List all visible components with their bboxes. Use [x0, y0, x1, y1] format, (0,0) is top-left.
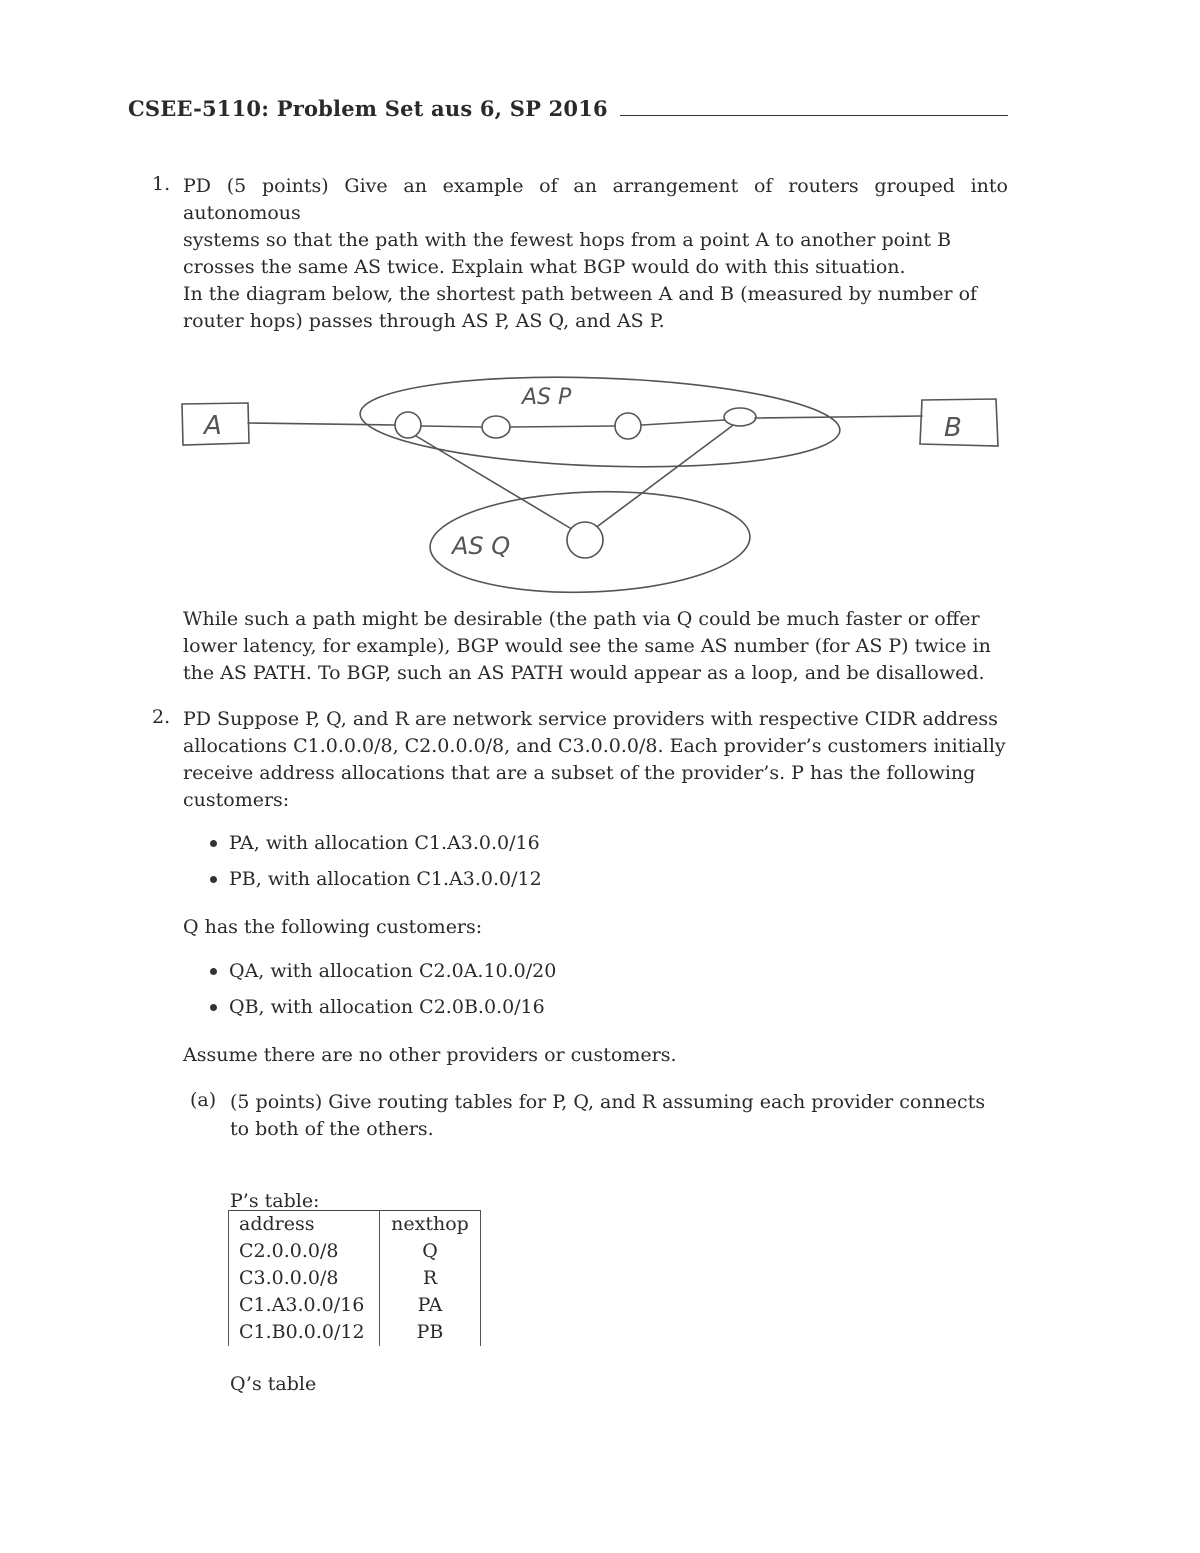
text-line: the AS PATH. To BGP, such an AS PATH would appear as a loop, and be disallowed.	[183, 662, 985, 684]
table-row	[229, 1292, 481, 1319]
as-p-label: AS P	[522, 385, 572, 410]
address-cell: C2.0.0.0/8	[229, 1238, 380, 1265]
problem-1-answer	[183, 281, 1008, 335]
problem-1-number: 1.	[152, 173, 171, 195]
page-header	[128, 96, 1008, 121]
text-line: receive address allocations that are a subset of the provider’s. P has the following	[183, 762, 976, 784]
nexthop-cell: R	[380, 1265, 481, 1292]
p-routing-table	[228, 1210, 481, 1346]
text-line: customers:	[183, 789, 290, 811]
as-q-label: AS Q	[452, 532, 511, 560]
bullet-icon	[210, 968, 217, 975]
bullet-icon	[210, 1004, 217, 1011]
table-header-row	[229, 1211, 481, 1239]
part-a-label: (a)	[190, 1089, 217, 1111]
text-line: PD (5 points) Give an example of an arrangement of routers grouped into autonomous	[183, 175, 1008, 224]
assumption-text: Assume there are no other providers or customers.	[183, 1044, 677, 1066]
text-line: to both of the others.	[230, 1118, 434, 1140]
as-path-diagram	[170, 370, 1020, 610]
address-cell: C3.0.0.0/8	[229, 1265, 380, 1292]
bullet-icon	[210, 840, 217, 847]
nexthop-cell: PB	[380, 1319, 481, 1346]
text-line: router hops) passes through AS P, AS Q, and AS P.	[183, 310, 665, 332]
list-item: PB, with allocation C1.A3.0.0/12	[210, 868, 542, 890]
address-cell: C1.A3.0.0/16	[229, 1292, 380, 1319]
p-table-caption: P’s table:	[230, 1190, 320, 1212]
column-header: nexthop	[380, 1211, 481, 1239]
router-2	[482, 416, 510, 438]
problem-2-number: 2.	[152, 706, 171, 728]
link-q-r4	[598, 426, 732, 526]
address-cell: C1.B0.0.0/12	[229, 1319, 380, 1346]
nexthop-cell: PA	[380, 1292, 481, 1319]
router-1	[395, 412, 421, 438]
text-line: (5 points) Give routing tables for P, Q, and R assuming each provider connects	[230, 1091, 986, 1113]
text-line: While such a path might be desirable (the path via Q could be much faster or offer	[183, 608, 980, 630]
text-line: crosses the same AS twice. Explain what BGP would do with this situation.	[183, 256, 906, 278]
link-r2-r3	[510, 426, 615, 427]
column-header: address	[229, 1211, 380, 1239]
node-a-label: A	[204, 411, 222, 441]
link-r3-r4	[642, 420, 725, 425]
list-item: QA, with allocation C2.0A.10.0/20	[210, 960, 556, 982]
as-p-boundary	[359, 370, 842, 474]
list-item: PA, with allocation C1.A3.0.0/16	[210, 832, 540, 854]
text-line: lower latency, for example), BGP would see the same AS number (for AS P) twice in	[183, 635, 991, 657]
link-a-r1	[248, 423, 395, 425]
router-3	[615, 413, 641, 439]
router-q	[567, 522, 603, 558]
node-b-label: B	[944, 413, 962, 443]
header-rule	[620, 115, 1008, 116]
link-r1-q	[416, 436, 570, 528]
q-customers-intro: Q has the following customers:	[183, 916, 483, 938]
text-line: systems so that the path with the fewest hops from a point A to another point B	[183, 229, 952, 251]
header-title: CSEE-5110: Problem Set aus 6, SP 2016	[128, 96, 608, 121]
nexthop-cell: Q	[380, 1238, 481, 1265]
table-row	[229, 1319, 481, 1346]
list-item: QB, with allocation C2.0B.0.0/16	[210, 996, 545, 1018]
text-line: In the diagram below, the shortest path between A and B (measured by number of	[183, 283, 978, 305]
bullet-icon	[210, 876, 217, 883]
text-line: PD Suppose P, Q, and R are network service providers with respective CIDR address	[183, 708, 998, 730]
q-table-caption: Q’s table	[230, 1373, 317, 1395]
problem-1-prompt	[183, 173, 1008, 281]
table-row	[229, 1238, 481, 1265]
problem-2-prompt	[183, 706, 1008, 814]
problem-1-conclusion	[183, 606, 1008, 687]
link-r1-r2	[422, 426, 482, 427]
table-row	[229, 1265, 481, 1292]
text-line: allocations C1.0.0.0/8, C2.0.0.0/8, and C3.0.0.0/8. Each provider’s customers initially	[183, 735, 1006, 757]
router-4	[724, 408, 756, 426]
part-a-prompt	[230, 1089, 1008, 1143]
link-r4-b	[755, 416, 922, 418]
